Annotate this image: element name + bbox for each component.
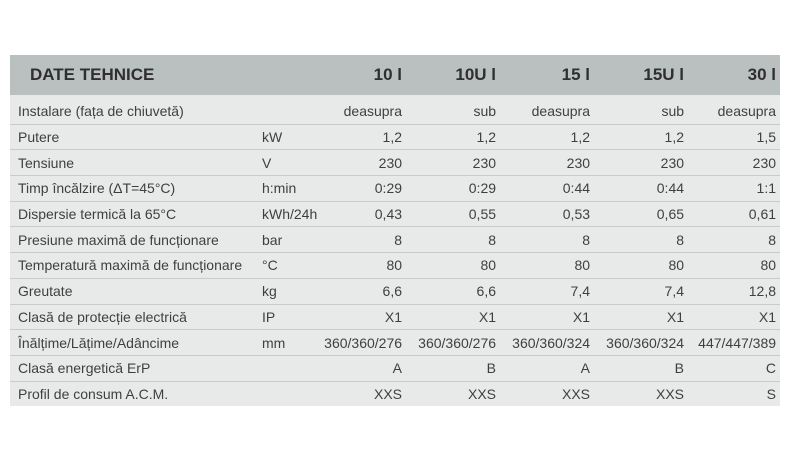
cell-value: deasupra <box>312 95 406 124</box>
row-unit <box>256 95 312 124</box>
cell-value: 7,4 <box>594 278 688 304</box>
cell-value: 80 <box>594 253 688 279</box>
cell-value: 0:44 <box>594 176 688 202</box>
row-label: Clasă energetică ErP <box>10 355 256 381</box>
cell-value: 230 <box>312 150 406 176</box>
cell-value: 1,2 <box>406 124 500 150</box>
cell-value: XXS <box>562 385 591 402</box>
row-label: Înălțime/Lățime/Adâncime <box>10 330 256 356</box>
row-label: Presiune maximă de funcționare <box>10 227 256 253</box>
cell-value: X1 <box>312 304 406 330</box>
cell-value: 1,2 <box>312 124 406 150</box>
cell-value: 0,55 <box>406 201 500 227</box>
cell-value: XXS <box>374 385 403 402</box>
table-row <box>10 227 780 253</box>
model-header: 15U l <box>594 55 688 95</box>
cell-value: sub <box>594 95 688 124</box>
row-label: Tensiune <box>10 150 256 176</box>
row-unit: kW <box>256 124 312 150</box>
cell-value: C <box>688 355 780 381</box>
row-unit: V <box>256 150 312 176</box>
cell-value: A <box>500 355 594 381</box>
cell-value: X1 <box>406 304 500 330</box>
cell-value: 230 <box>500 150 594 176</box>
model-header: 15 l <box>500 55 594 95</box>
cell-value: 0,65 <box>594 201 688 227</box>
cell-value: X1 <box>688 304 780 330</box>
cell-value: S <box>766 385 777 402</box>
cell-value: B <box>406 355 500 381</box>
cell-value: X1 <box>594 304 688 330</box>
cell-value: 8 <box>500 227 594 253</box>
cell-value: 6,6 <box>406 278 500 304</box>
cell-value: X1 <box>500 304 594 330</box>
cell-value: 7,4 <box>500 278 594 304</box>
row-label: Instalare (fața de chiuvetă) <box>10 95 256 124</box>
cell-value: A <box>312 355 406 381</box>
cell-value: 0:44 <box>500 176 594 202</box>
row-unit: h:min <box>256 176 312 202</box>
cell-value: 1,5 <box>688 124 780 150</box>
cell-value: 8 <box>312 227 406 253</box>
row-label: Putere <box>10 124 256 150</box>
table-row <box>10 355 780 381</box>
cell-value: 360/360/324 <box>594 330 688 356</box>
row-unit: IP <box>256 304 312 330</box>
table-row <box>10 176 780 202</box>
cell-value: 80 <box>688 253 780 279</box>
cell-value: 0:29 <box>312 176 406 202</box>
row-unit <box>256 381 312 406</box>
cell-value: 0,53 <box>500 201 594 227</box>
cell-value: 12,8 <box>688 278 780 304</box>
row-label: Clasă de protecție electrică <box>10 304 256 330</box>
row-label: Profil de consum A.C.M. <box>18 385 169 402</box>
table-row <box>10 304 780 330</box>
cell-value: sub <box>406 95 500 124</box>
table-body <box>10 95 780 406</box>
cell-value: deasupra <box>688 95 780 124</box>
technical-data-table <box>10 55 780 406</box>
row-unit <box>256 355 312 381</box>
cell-value: 8 <box>594 227 688 253</box>
table-row <box>10 330 780 356</box>
cell-value: 6,6 <box>312 278 406 304</box>
table-row <box>10 201 780 227</box>
row-unit: kWh/24h <box>256 201 312 227</box>
cell-value: XXS <box>468 385 497 402</box>
table-row <box>10 95 780 124</box>
row-unit: mm <box>256 330 312 356</box>
cell-value: B <box>594 355 688 381</box>
table-title: DATE TEHNICE <box>10 55 312 95</box>
table-row <box>10 150 780 176</box>
table-header-row <box>10 55 780 95</box>
cell-value: 0,43 <box>312 201 406 227</box>
row-label: Timp încălzire (ΔT=45°C) <box>10 176 256 202</box>
row-label: Temperatură maximă de funcționare <box>10 253 256 279</box>
cell-value: 1,2 <box>500 124 594 150</box>
cell-value: 230 <box>406 150 500 176</box>
table-row <box>10 124 780 150</box>
cell-value: 1:1 <box>688 176 780 202</box>
cell-value: 0,61 <box>688 201 780 227</box>
model-header: 10 l <box>312 55 406 95</box>
table-row <box>10 278 780 304</box>
cell-value: XXS <box>656 385 685 402</box>
row-unit: bar <box>256 227 312 253</box>
model-header: 30 l <box>688 55 780 95</box>
cell-value: 360/360/324 <box>500 330 594 356</box>
row-unit: °C <box>256 253 312 279</box>
model-header: 10U l <box>406 55 500 95</box>
cell-value: 8 <box>688 227 780 253</box>
cell-value: deasupra <box>500 95 594 124</box>
row-label: Greutate <box>10 278 256 304</box>
cell-value: 230 <box>688 150 780 176</box>
cell-value: 8 <box>406 227 500 253</box>
cell-value: 360/360/276 <box>406 330 500 356</box>
cell-value: 80 <box>312 253 406 279</box>
cell-value: 0:29 <box>406 176 500 202</box>
cell-value: 447/447/389 <box>688 330 780 356</box>
table-row <box>10 381 780 406</box>
cell-value: 80 <box>406 253 500 279</box>
table-row <box>10 253 780 279</box>
row-label: Dispersie termică la 65°C <box>10 201 256 227</box>
row-unit: kg <box>256 278 312 304</box>
cell-value: 360/360/276 <box>312 330 406 356</box>
cell-value: 80 <box>500 253 594 279</box>
cell-value: 230 <box>594 150 688 176</box>
cell-value: 1,2 <box>594 124 688 150</box>
